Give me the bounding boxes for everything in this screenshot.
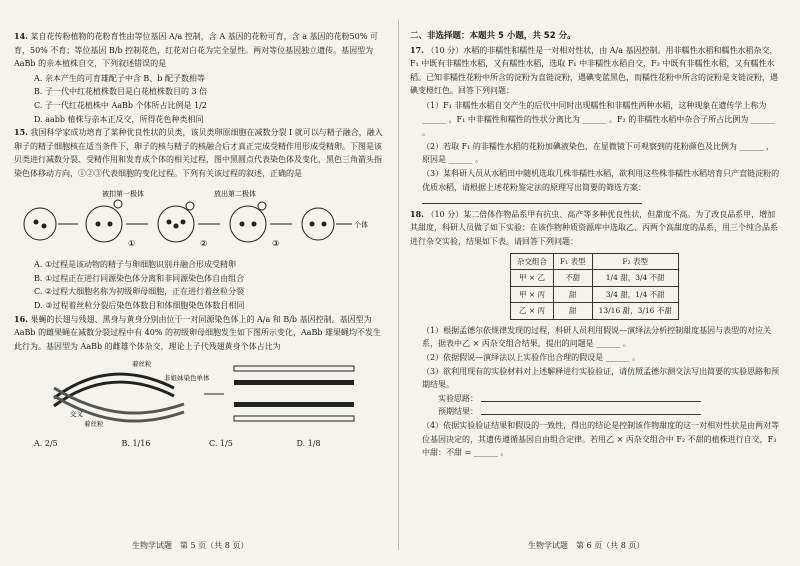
table-cell: 1/4 甜，3/4 不甜	[592, 270, 678, 287]
page-footer: 生物学试题 第 5 页（共 8 页）	[132, 541, 249, 550]
chromosome-bar	[234, 380, 354, 385]
page-footer: 生物学试题 第 6 页（共 8 页）	[528, 541, 645, 550]
figure-label: 非姐妹染色单体	[164, 374, 210, 383]
option-a: A. 亲本产生的可育雄配子中含 B、b 配子数相等	[34, 73, 205, 83]
page-divider	[398, 20, 399, 550]
table-cell: 甜	[554, 286, 593, 303]
option-b: B. 子一代中红花植株数目是白花植株数目的 3 倍	[34, 87, 208, 97]
table-row	[511, 286, 679, 303]
chromosome-bar	[234, 416, 354, 421]
question-stem: （10 分）某二倍体作物品系甲有抗虫、高产等多种优良性状，但甜度不高。为了改良品系甲，增加其甜度，科研人员做了如下实验：在该作物种质资源库中选取乙、丙两个高甜度的品系，用三个纯合品系进行杂交实验，结果如下表。请回答下列问题：	[410, 209, 778, 246]
question-number: 14.	[14, 31, 28, 41]
sub-question-3: （3）欲利用现有的实验材料对上述解释进行实验验证，请仿照孟德尔测交法写出简要的实验思路和预期结果。	[422, 366, 780, 390]
figure-label: 被扣第一极体	[102, 189, 144, 198]
option-d: D. aabb 植株与亲本正反交，所得花色种类相同	[34, 114, 204, 124]
options-row	[34, 437, 384, 451]
table-cell: 不甜	[554, 270, 593, 287]
page-6	[410, 30, 780, 460]
section-heading: 二、非选择题：本题共 5 小题，共 52 分。	[410, 31, 576, 41]
table-cell: 3/4 甜，1/4 不甜	[592, 286, 678, 303]
option-d: D. 1/8	[296, 438, 321, 448]
figure-label: 个体	[354, 220, 368, 229]
answer-blank[interactable]	[481, 393, 701, 402]
question-18	[410, 208, 780, 249]
table-cell: 甲 × 丙	[511, 286, 554, 303]
table-cell: 甲 × 乙	[511, 270, 554, 287]
question-stem: 我国科学家成功培育了某种优良性状的贝类，该贝类卵原细胞在减数分裂 I 就可以与精子融合，融入卵子的精子细胞核在适当条件下，卵子的核与精子的核融合后才真正完成受精作用形成受精卵。下图是该贝类进行减数分裂、受精作用和发育成个体的相关过程，图中黑圆点代表染色体及变化，黑色三角箭头指染色体移动方向，①②③代表细胞的变化过程。下列有关该过程的叙述，正确的是	[14, 128, 383, 178]
chromosome-bar	[234, 366, 354, 371]
option-c: C. 1/5	[209, 438, 233, 448]
question-stem: （10 分）水稻的非糯性和糯性是一对相对性状，由 A/a 基因控制。用非糯性水稻和糯性水稻杂交，F₁ 中既有非糯性水稻，又有糯性水稻，选取 F₁ 中非糯性水稻自交，F₂ 中既有非糯性水稻，又有糯性水稻。已知非糯性花粉中所含的淀粉为直链淀粉，遇碘变蓝黑色，而糯性花粉中所含的淀粉是支链淀粉，遇碘变橙红色。回答下列问题：	[410, 45, 778, 96]
option-b: B. ①过程正在进行同源染色体分离和非同源染色体自由组合	[34, 273, 245, 283]
step-label: ①	[128, 238, 136, 248]
column-header: F₂ 表型	[592, 253, 678, 270]
figure-label: 着丝粒	[84, 420, 104, 429]
column-header: F₁ 表型	[554, 253, 593, 270]
sub-question-1: （1）根据孟德尔依规律发现的过程，科研人员利用假说—演绎法分析控制甜度基因与表型的对应关系，据表中乙 × 丙杂交组合结果，提出的问题是 ______ 。	[422, 325, 772, 349]
option-c: C. 子一代红花植株中 AaBb 个体所占比例是 1/2	[34, 100, 207, 110]
cell-3	[158, 202, 194, 242]
question-number: 15.	[14, 127, 28, 138]
chromosome-bar	[234, 402, 354, 407]
cell-4	[230, 202, 266, 242]
question-16	[14, 313, 384, 354]
step-label: ③	[272, 238, 280, 248]
option-d: D. ③过程着丝粒分裂后染色体数目和体细胞染色体数目相同	[34, 300, 245, 310]
option-c: C. ②过程大细胞名称为初级卵母细胞，正在进行着丝粒分裂	[34, 287, 245, 297]
experiment-idea-label: 实验思路：	[438, 392, 780, 406]
cross-table	[510, 253, 679, 320]
question-number: 16.	[14, 313, 28, 324]
table-cell: 甜	[554, 303, 593, 320]
sub-question-2: （2）依据假说—演绎法以上实验作出合理的假设是 ______ 。	[422, 353, 641, 363]
question-stem: 某自花传粉植物的花粉育性由等位基因 A/a 控制，含 A 基因的花粉可育，含 a 基因的花粉50% 可育，50% 不育；等位基因 B/b 控制花色，红花对白花为完全显性。两对等位基因独立遗传。基因型为 AaBb 的亲本植株自交，下列叙述错误的是	[14, 32, 378, 69]
table-header	[511, 253, 679, 270]
sub-question-2: （2）若取 F₁ 的非糯性水稻的花粉加碘液染色，在显微镜下可观察到的花粉颜色及比例为 ______ ，原因是 ______ 。	[422, 141, 775, 165]
sub-question-3: （3）某科研人员从水稻田中随机选取几株非糯性水稻，欲利用这些株非糯性水稻培育只产直链淀粉的优质水稻，请根据上述花粉鉴定法的原理写出简要的筛选方案：	[422, 168, 780, 192]
page-5	[14, 30, 384, 450]
table-row	[511, 303, 679, 320]
question-14	[14, 30, 384, 71]
answer-blank[interactable]	[481, 406, 701, 415]
table-cell: 13/16 甜，3/16 不甜	[592, 303, 678, 320]
question-15	[14, 126, 384, 180]
figure-label: 交叉	[70, 410, 83, 419]
sub-question-1: （1）F₁ 非糯性水稻自交产生的后代中同时出现糯性和非糯性两种水稻，这种现象在遗传学上称为 ______ 。F₁ 中非糯性和糯性的性状分离比为 ______ 。F₂ 的非糯性水稻中杂合子所占比例为 ______ 。	[422, 100, 775, 138]
option-a: A. 2/5	[34, 438, 58, 448]
answer-blank[interactable]	[422, 195, 642, 204]
table-cell: 乙 × 丙	[511, 303, 554, 320]
answer-line	[422, 194, 780, 208]
option-b: B. 1/16	[121, 438, 151, 448]
column-header: 杂交组合	[511, 253, 554, 270]
question-17	[410, 44, 780, 98]
meiosis-figure	[14, 186, 374, 250]
sub-question-4: （4）依据实验验证结果和假设的一致性，得出的结论是控制该作物甜度的这一对相对性状是由两对等位基因决定的，其遗传遵循基因自由组合定律。若用乙 × 丙杂交组合中 F₂ 不甜的植株进行自交，F₃ 中甜：不甜 = ______ 。	[422, 421, 780, 458]
question-number: 17.	[410, 44, 424, 55]
crossover-figure	[14, 358, 374, 428]
figure-label: 放出第二极体	[214, 189, 256, 198]
cell-2	[86, 200, 122, 242]
cell-5	[302, 208, 334, 240]
question-stem: 果蝇的长翅与残翅、黑身与黄身分别由位于一对同源染色体上的 A/a 和 B/b 基因控制。基因型为 AaBb 的雌果蝇在减数分裂过程中有 40% 的初级卵母细胞发生如下图所示变化，AaBb 雄果蝇均不发生此行为。基因型为 AaBb 的雌雄个体杂交，理论上子代残翅黄身个体占比为	[14, 314, 382, 351]
option-a: A. ①过程是该动物的精子与卵细胞识别并融合形成受精卵	[34, 260, 237, 270]
expected-result-label: 预期结果：	[438, 405, 780, 419]
figure-label: 着丝粒	[132, 360, 152, 369]
step-label: ②	[200, 238, 208, 248]
question-number: 18.	[410, 208, 424, 219]
table-row	[511, 270, 679, 287]
cell-1	[24, 208, 56, 240]
